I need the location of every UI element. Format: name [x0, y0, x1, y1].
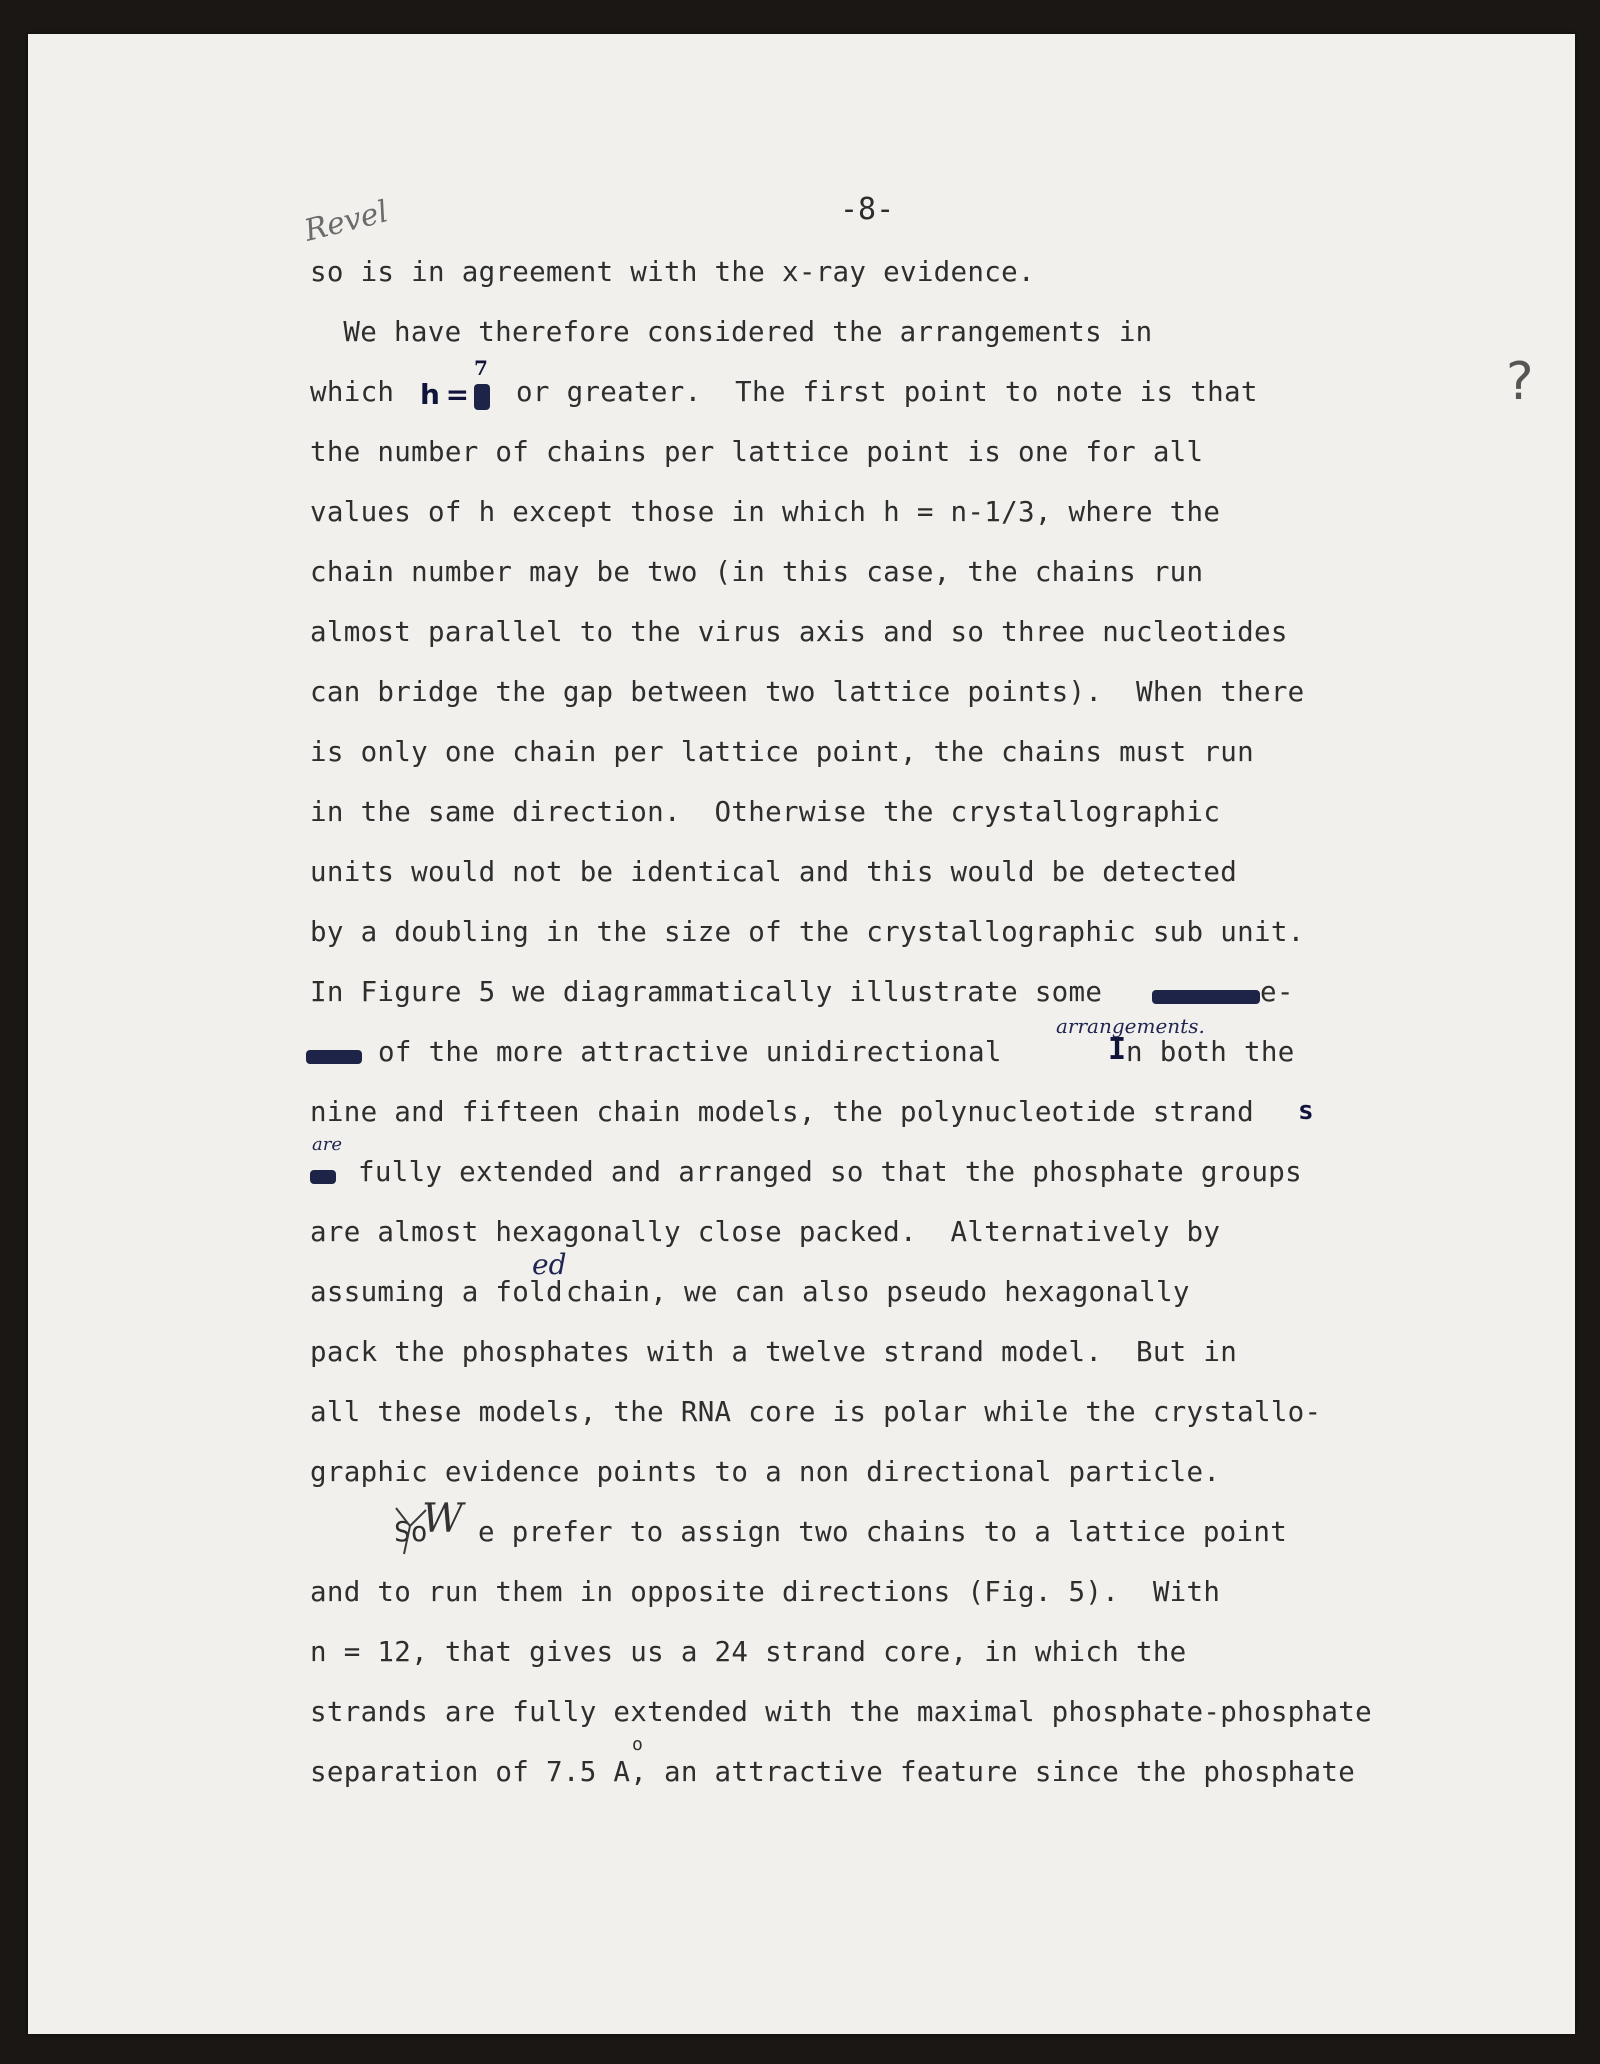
text-line-5: values of h except those in which h = n-1/3, where the	[310, 496, 1221, 528]
handwritten-h-equals: h =	[420, 378, 468, 411]
text-line-10: in the same direction. Otherwise the crystallographic	[310, 796, 1221, 828]
page-number: -8-	[840, 192, 895, 227]
text-line-1: so is in agreement with the x-ray evidence.	[310, 256, 1035, 288]
text-line-15: nine and fifteen chain models, the polynucleotide strand	[310, 1096, 1254, 1128]
text-line-26: separation of 7.5 A, an attractive feature since the phosphate	[310, 1756, 1356, 1788]
text-line-17: are almost hexagonally close packed. Alternatively by	[310, 1216, 1221, 1248]
text-line-25: strands are fully extended with the maximal phosphate-phosphate	[310, 1696, 1372, 1728]
text-line-8: can bridge the gap between two lattice points). When there	[310, 676, 1305, 708]
angstrom-ring: o	[632, 1734, 643, 1755]
text-line-18a: assuming a fold	[310, 1276, 563, 1308]
text-line-14a: of the more attractive unidirectional	[378, 1036, 1002, 1068]
text-line-3b: or greater. The first point to note is that	[516, 376, 1258, 408]
text-line-22b: e prefer to assign two chains to a lattice point	[478, 1516, 1288, 1548]
margin-note-left: Revel	[301, 194, 392, 249]
text-line-18b: chain, we can also pseudo hexagonally	[566, 1276, 1190, 1308]
text-line-4: the number of chains per lattice point is one for all	[310, 436, 1204, 468]
ink-blot	[474, 384, 490, 410]
handwritten-seven: 7	[474, 356, 488, 380]
handwritten-w: W	[422, 1496, 464, 1542]
strikethrough-1	[1152, 990, 1260, 1004]
text-line-6: chain number may be two (in this case, the chains run	[310, 556, 1204, 588]
text-line-11: units would not be identical and this would be detected	[310, 856, 1238, 888]
text-line-9: is only one chain per lattice point, the chains must run	[310, 736, 1254, 768]
text-line-2: We have therefore considered the arrangements in	[276, 316, 1153, 348]
strikethrough-2	[306, 1050, 362, 1064]
text-line-13a: In Figure 5 we diagrammatically illustrate some	[310, 976, 1103, 1008]
text-line-22a: So	[394, 1516, 428, 1548]
strikethrough-3	[310, 1170, 336, 1184]
text-line-16: fully extended and arranged so that the phosphate groups	[358, 1156, 1302, 1188]
handwritten-s: s	[1298, 1096, 1314, 1126]
text-line-12: by a doubling in the size of the crystallographic sub unit.	[310, 916, 1305, 948]
margin-question-mark: ?	[1506, 352, 1534, 412]
text-line-23: and to run them in opposite directions (Fig. 5). With	[310, 1576, 1221, 1608]
handwritten-ed: ed	[532, 1248, 567, 1281]
handwritten-are: are	[312, 1134, 342, 1155]
text-line-13b: e-	[1260, 976, 1294, 1008]
text-line-21: graphic evidence points to a non directional particle.	[310, 1456, 1221, 1488]
text-line-24: n = 12, that gives us a 24 strand core, in which the	[310, 1636, 1187, 1668]
handwritten-arrangements: arrangements.	[1056, 1014, 1205, 1038]
text-line-7: almost parallel to the virus axis and so three nucleotides	[310, 616, 1288, 648]
handwritten-capital-i: I	[1108, 1032, 1127, 1067]
text-line-19: pack the phosphates with a twelve strand model. But in	[310, 1336, 1238, 1368]
text-line-14b: n both the	[1126, 1036, 1295, 1068]
text-line-3a: which	[310, 376, 395, 408]
document-page	[28, 34, 1575, 2034]
text-line-20: all these models, the RNA core is polar while the crystallo-	[310, 1396, 1322, 1428]
